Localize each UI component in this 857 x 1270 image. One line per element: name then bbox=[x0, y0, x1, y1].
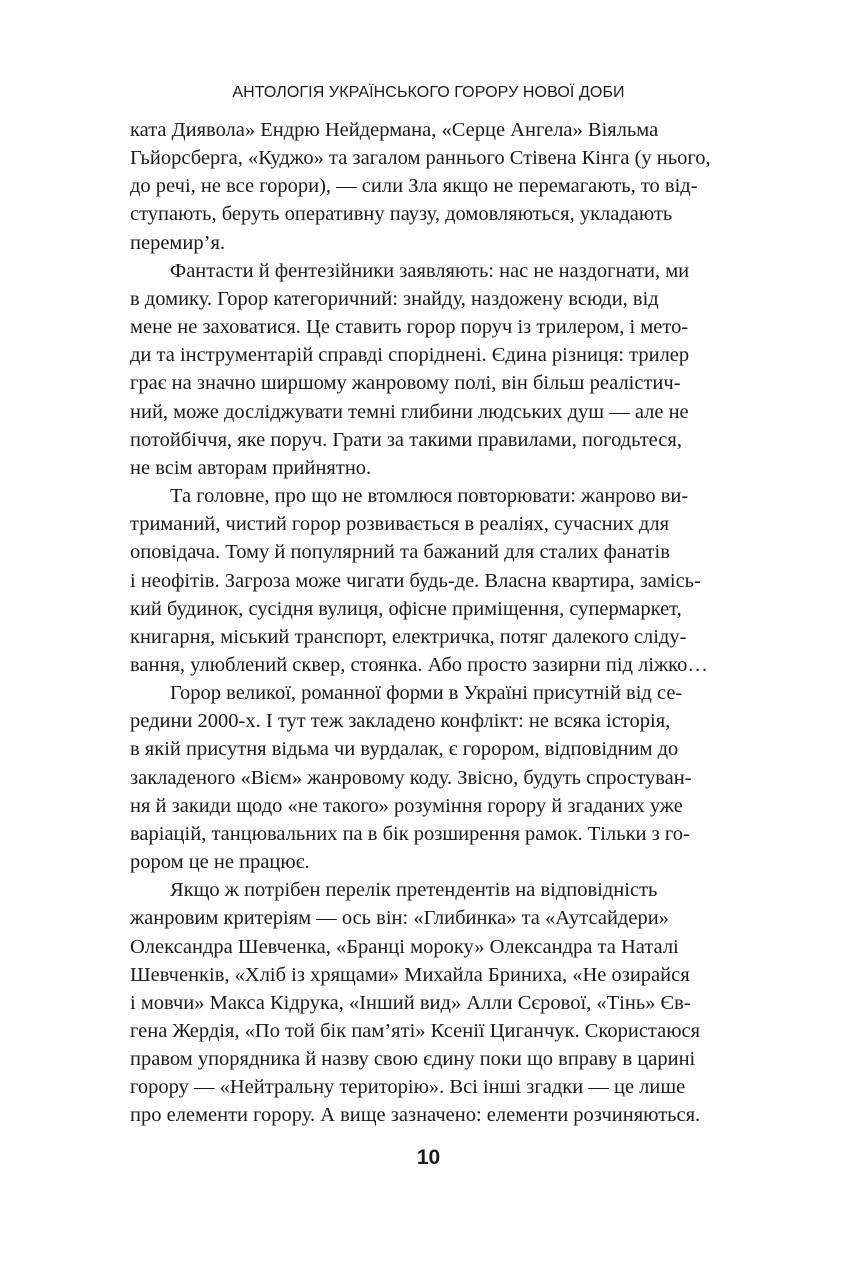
text-line: варіацій, танцювальних па в бік розширення рамок. Тільки з го- bbox=[130, 822, 690, 845]
text-line: Шевченків, «Хліб із хрящами» Михайла Бриниха, «Не озирайся bbox=[130, 963, 690, 986]
text-line: Фантасти й фентезійники заявляють: нас не наздогнати, ми bbox=[170, 259, 690, 282]
text-line: мене не заховатися. Це ставить горор поруч із трилером, і мето- bbox=[130, 316, 689, 339]
text-line: ня й закиди щодо «не такого» розуміння горору й згаданих уже bbox=[130, 794, 683, 817]
page-number: 10 bbox=[416, 1146, 441, 1169]
text-line: Якщо ж потрібен перелік претендентів на відповідність bbox=[170, 879, 658, 902]
text-line: книгарня, міський транспорт, електричка, потяг далекого сліду- bbox=[130, 625, 687, 648]
paragraph-3 bbox=[130, 482, 764, 679]
text-line: Олександра Шевченка, «Бранці мороку» Олександра та Наталі bbox=[130, 935, 679, 958]
text-line: правом упорядника й назву свою єдину поки що вправу в царині bbox=[130, 1048, 696, 1071]
text-line: не всім авторам прийнятно. bbox=[130, 456, 372, 479]
text-line: ний, може досліджувати темні глибини людських душ — але не bbox=[130, 400, 689, 423]
text-line: жанровим критеріям — ось він: «Глибинка» та «Аутсайдери» bbox=[130, 907, 669, 930]
text-line: в домику. Горор категоричний: знайду, наздожену всюди, від bbox=[130, 287, 659, 310]
text-line: закладеного «Вієм» жанровому коду. Звісно, будуть спростуван- bbox=[130, 766, 692, 789]
text-line: і неофітів. Загроза може чигати будь-де. Власна квартира, замісь- bbox=[130, 569, 701, 592]
text-line: рором це не працює. bbox=[130, 851, 310, 874]
text-line: ступають, беруть оперативну паузу, домовляються, укладають bbox=[130, 203, 673, 226]
text-line: перемир’я. bbox=[130, 231, 225, 254]
paragraph-4 bbox=[130, 679, 764, 876]
text-line: про елементи горору. А вище зазначено: елементи розчиняються. bbox=[130, 1104, 701, 1127]
text-line: гена Жердія, «По той бік пам’яті» Ксенії Циганчук. Скористаюся bbox=[130, 1020, 701, 1042]
text-line: в якій присутня відьма чи вурдалак, є горором, відповідним до bbox=[130, 738, 679, 761]
body-text bbox=[130, 116, 764, 1130]
text-line: до речі, не все горори), — сили Зла якщо не перемагають, то від- bbox=[130, 175, 698, 198]
text-line: горору — «Нейтральну територію». Всі інші згадки — це лише bbox=[130, 1076, 686, 1099]
text-line: потойбіччя, яке поруч. Грати за такими правилами, погодьтеся, bbox=[130, 428, 682, 451]
paragraph-1 bbox=[130, 116, 764, 257]
text-line: кий будинок, сусідня вулиця, офісне приміщення, супермаркет, bbox=[130, 597, 682, 620]
paragraph-5 bbox=[130, 876, 764, 1129]
text-line: Та головне, про що не втомлюся повторювати: жанрово ви- bbox=[170, 485, 689, 508]
text-line: Гьйорсберга, «Куджо» та загалом раннього Стівена Кінга (у нього, bbox=[130, 147, 711, 170]
text-line: оповідача. Тому й популярний та бажаний для сталих фанатів bbox=[130, 541, 670, 564]
text-line: вання, улюблений сквер, стоянка. Або просто зазирни під ліжко… bbox=[130, 653, 708, 676]
text-line: ката Диявола» Ендрю Нейдермана, «Серце Ангела» Віяльма bbox=[130, 119, 659, 141]
text-line: грає на значно ширшому жанровому полі, він більш реалістич- bbox=[130, 372, 681, 395]
text-line: ди та інструментарій справді споріднені. Єдина різниця: трилер bbox=[130, 344, 690, 367]
text-line: Горор великої, романної форми в Україні присутній від се- bbox=[170, 682, 683, 705]
paragraph-2 bbox=[130, 257, 764, 482]
text-line: триманий, чистий горор розвивається в реаліях, сучасних для bbox=[130, 513, 669, 536]
text-line: і мовчи» Макса Кідрука, «Інший вид» Алли Сєрової, «Тінь» Єв- bbox=[130, 991, 691, 1014]
running-title: АНТОЛОГІЯ УКРАЇНСЬКОГО ГОРОРУ НОВОЇ ДОБИ bbox=[232, 84, 625, 101]
text-line: редини 2000-х. І тут теж закладено конфлікт: не всяка історія, bbox=[130, 710, 671, 733]
